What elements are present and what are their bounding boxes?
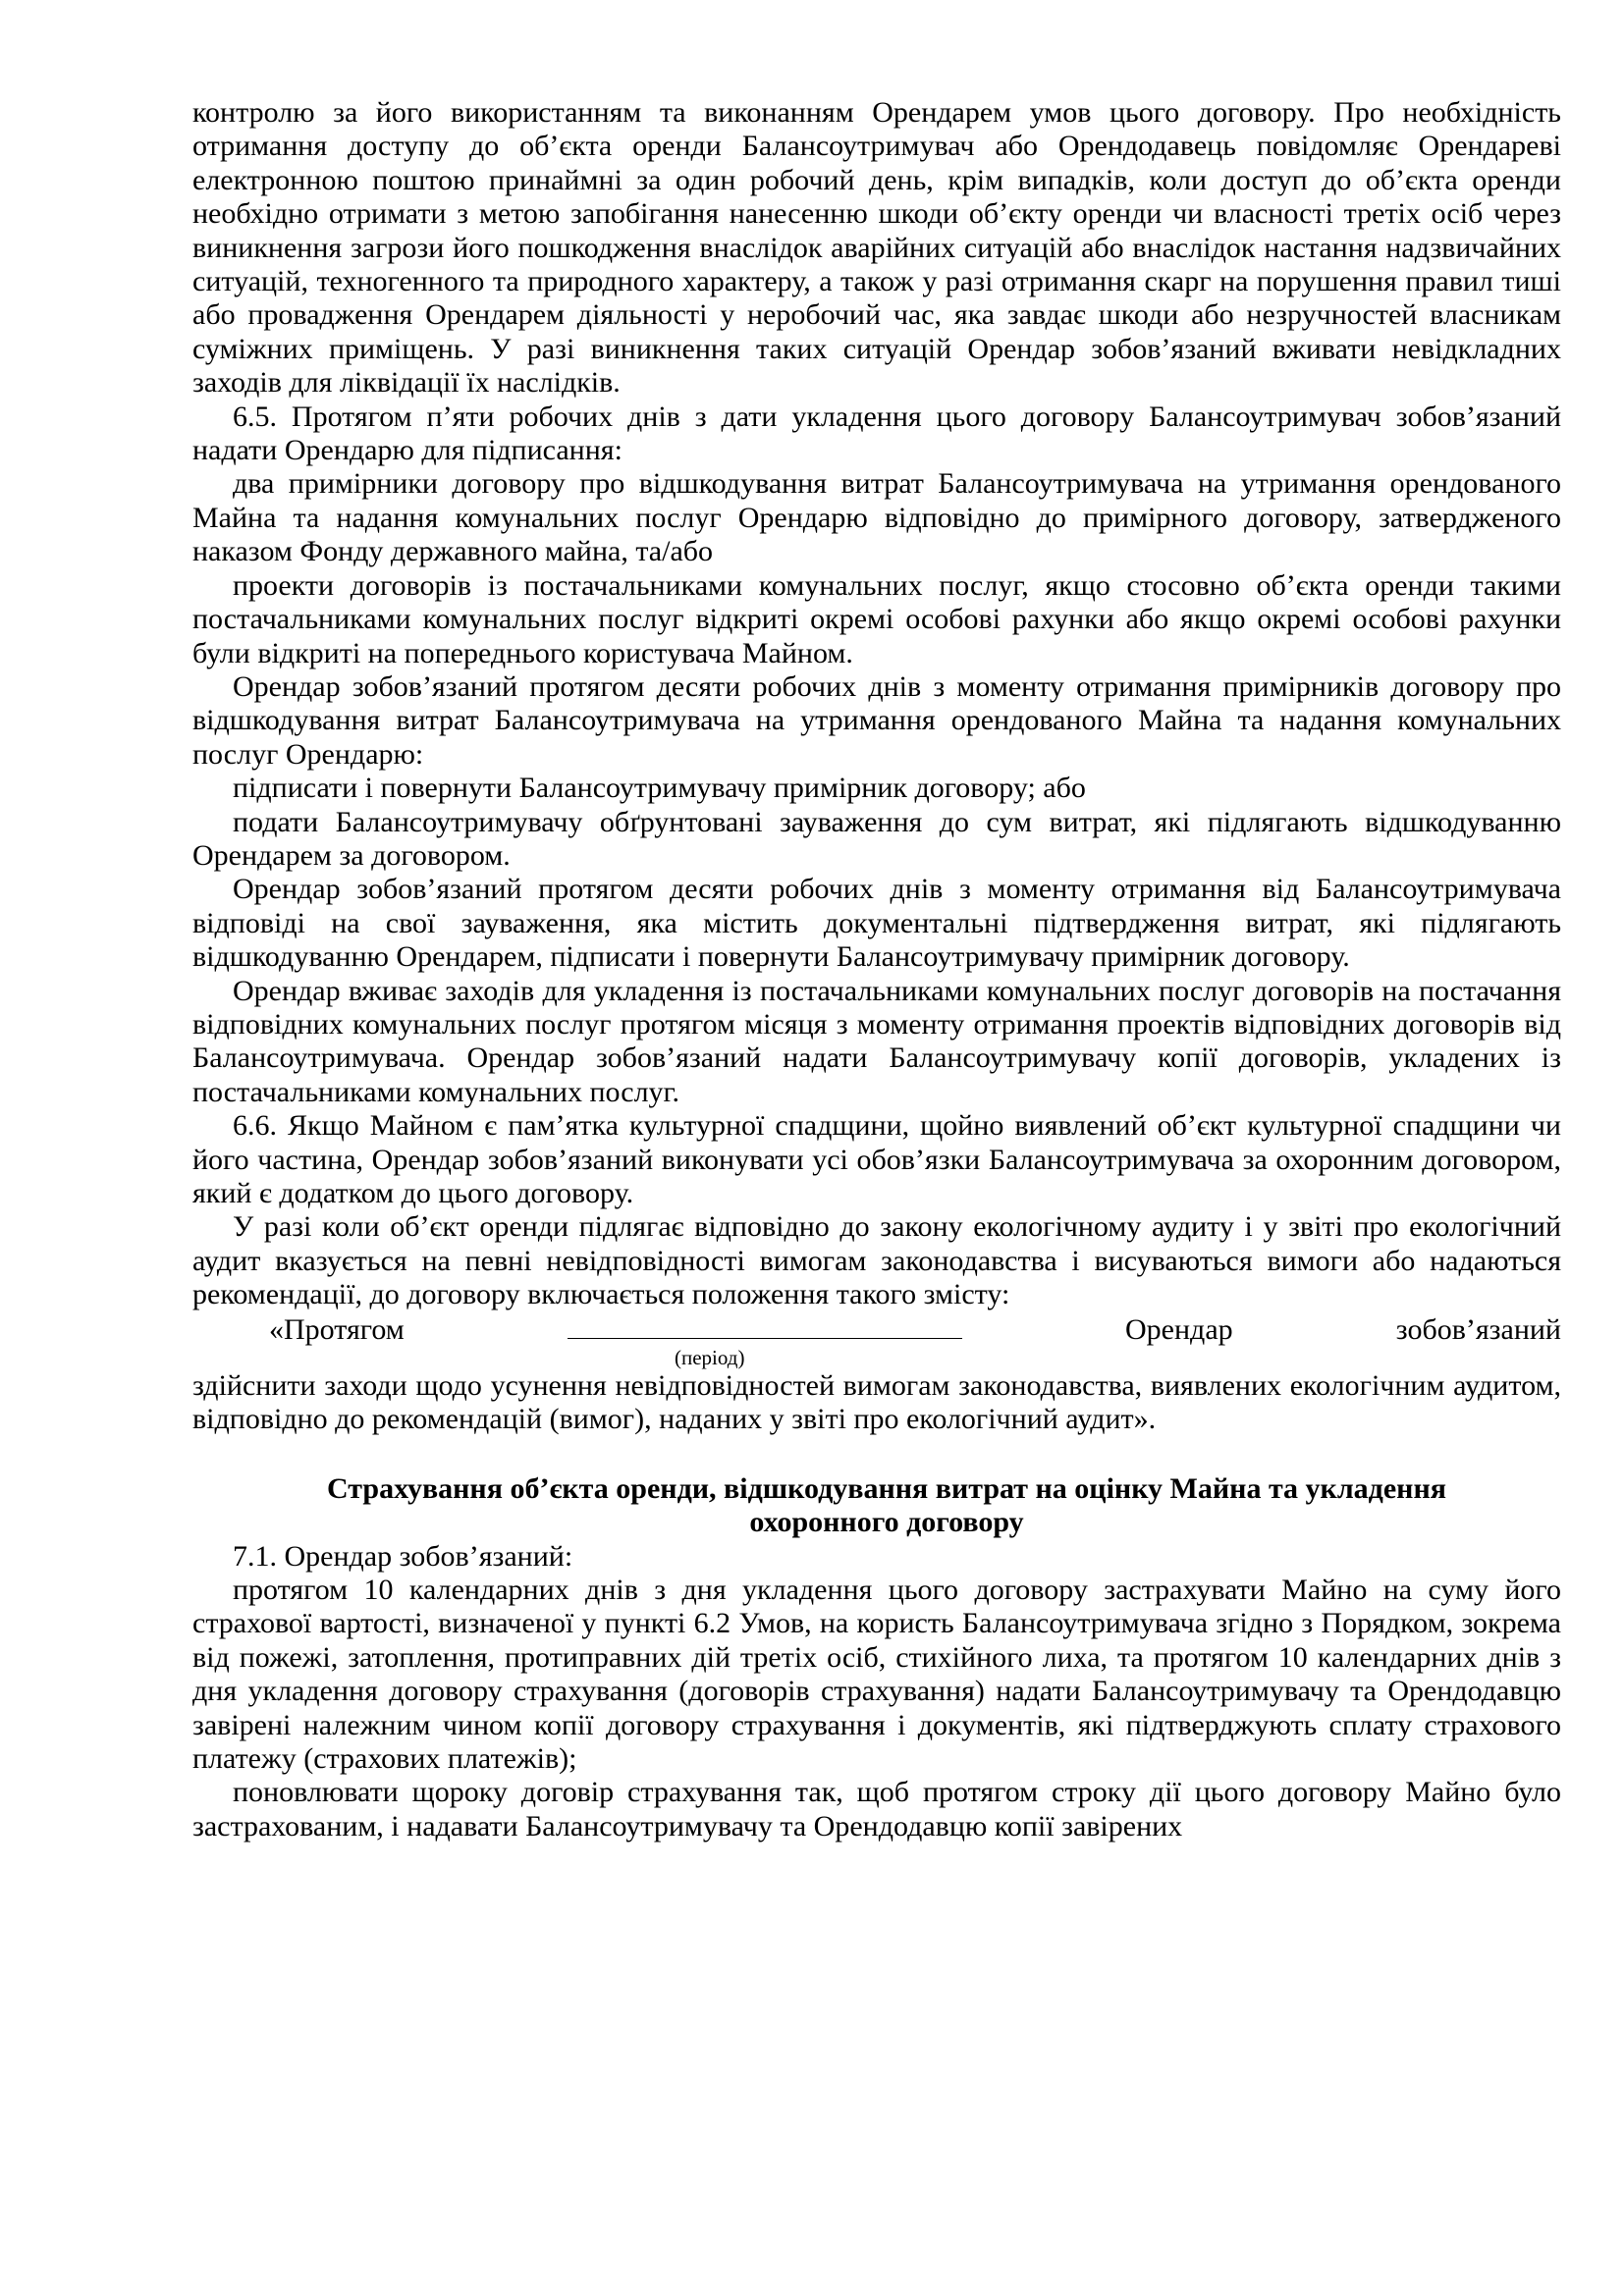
clause-middle: Орендар [1125, 1312, 1233, 1346]
paragraph-sign-return: підписати і повернути Балансоутримувачу примірник договору; або [233, 772, 1086, 805]
paragraph-objections: подати Балансоутримувачу обґрунтовані зауваження до сум витрат, які підлягають відшкодуванню Орендарем за договором. [192, 805, 1561, 872]
paragraph-insurance: протягом 10 календарних днів з дня укладення цього договору застрахувати Майно на суму його страхової вартості, визначеної у пункті 6.2 Умов, на користь Балансоутримувача згідно з Порядком, зокрема від пожежі, затоплення, протиправних дій третіх осіб, стихійного лиха, та протягом 10 календарних днів з дня укладення договору страхування (договорів страхування) надати Балансоутримувачу та Орендодавцю завірені належним чином копії договору страхування і документів, які підтверджують сплату страхового платежу (страхових платежів); [192, 1574, 1561, 1776]
paragraph-6-6: 6.6. Якщо Майном є пам’ятка культурної спадщини, щойно виявлений об’єкт культурної спадщини чи його частина, Орендар зобов’язаний виконувати усі обов’язки Балансоутримувача за охоронним договором, який є додатком до цього договору. [192, 1109, 1561, 1209]
paragraph-access-control: контролю за його використанням та виконанням Орендарем умов цього договору. Про необхідність отримання доступу до об’єкта оренди Балансоутримувач або Орендодавець повідомляє Орендареві електронною поштою принаймні за один робочий день, крім випадків, коли доступ до об’єкта оренди необхідно отримати з метою запобігання нанесенню шкоди об’єкту оренди чи власності третіх осіб через виникнення загрози його пошкодження внаслідок аварійних ситуацій або внаслідок настання надзвичайних ситуацій, техногенного та природного характеру, а також у разі отримання скарг на порушення правил тиші або провадження Орендарем діяльності у неробочий час, яка завдає шкоди або незручностей власникам суміжних приміщень. У разі виникнення таких ситуацій Орендар зобов’язаний вживати невідкладних заходів для ліквідації їх наслідків. [192, 96, 1561, 400]
period-caption: (період) [675, 1346, 745, 1370]
paragraph-eco-audit: У разі коли об’єкт оренди підлягає відповідно до закону екологічному аудиту і у звіті про екологічний аудит вказується на певні невідповідності вимогам законодавства і висуваються вимоги або надаються рекомендації, до договору включається положення такого змісту: [192, 1210, 1561, 1311]
clause-start: «Протягом [269, 1312, 405, 1346]
document-page [192, 96, 1561, 1843]
paragraph-tenant-response: Орендар зобов’язаний протягом десяти робочих днів з моменту отримання від Балансоутримувача відповіді на свої зауваження, яка містить документальні підтвердження витрат, які підлягають відшкодуванню Орендарем, підписати і повернути Балансоутримувачу примірник договору. [192, 873, 1561, 974]
paragraph-renew-insurance: поновлювати щороку договір страхування так, щоб протягом строку дії цього договору Майно було застрахованим, і надавати Балансоутримувачу та Орендодавцю копії завірених [192, 1776, 1561, 1842]
paragraph-utility-drafts: проекти договорів із постачальниками комунальних послуг, якщо стосовно об’єкта оренди такими постачальниками комунальних послуг відкриті окремі особові рахунки або якщо окремі особові рахунки були відкриті на попереднього користувача Майном. [192, 568, 1561, 669]
clause-continuation: здійснити заходи щодо усунення невідповідностей вимогам законодавства, виявлених екологічним аудитом, відповідно до рекомендацій (вимог), наданих у звіті про екологічний аудит». [192, 1369, 1561, 1436]
clause-period-line [192, 1312, 1561, 1346]
section-heading: Страхування об’єкта оренди, відшкодування витрат на оцінку Майна та укладення охоронного договору [327, 1471, 1446, 1539]
period-blank-line [568, 1312, 962, 1339]
paragraph-6-5: 6.5. Протягом п’яти робочих днів з дати укладення цього договору Балансоутримувач зобов’язаний надати Орендарю для підписання: [192, 400, 1561, 467]
clause-end: зобов’язаний [1395, 1312, 1561, 1346]
paragraph-utility-contracts: Орендар вживає заходів для укладення із постачальниками комунальних послуг договорів на постачання відповідних комунальних послуг протягом місяця з моменту отримання проектів відповідних договорів від Балансоутримувача. Орендар зобов’язаний надати Балансоутримувачу копії договорів, укладених із постачальниками комунальних послуг. [192, 974, 1561, 1108]
paragraph-tenant-ten-days: Орендар зобов’язаний протягом десяти робочих днів з моменту отримання примірників договору про відшкодування витрат Балансоутримувача на утримання орендованого Майна та надання комунальних послуг Орендарю: [192, 669, 1561, 771]
paragraph-7-1: 7.1. Орендар зобов’язаний: [233, 1539, 573, 1573]
paragraph-two-copies: два примірники договору про відшкодування витрат Балансоутримувача на утримання орендованого Майна та надання комунальних послуг Орендарю відповідно до примірного договору, затвердженого наказом Фонду державного майна, та/або [192, 467, 1561, 568]
